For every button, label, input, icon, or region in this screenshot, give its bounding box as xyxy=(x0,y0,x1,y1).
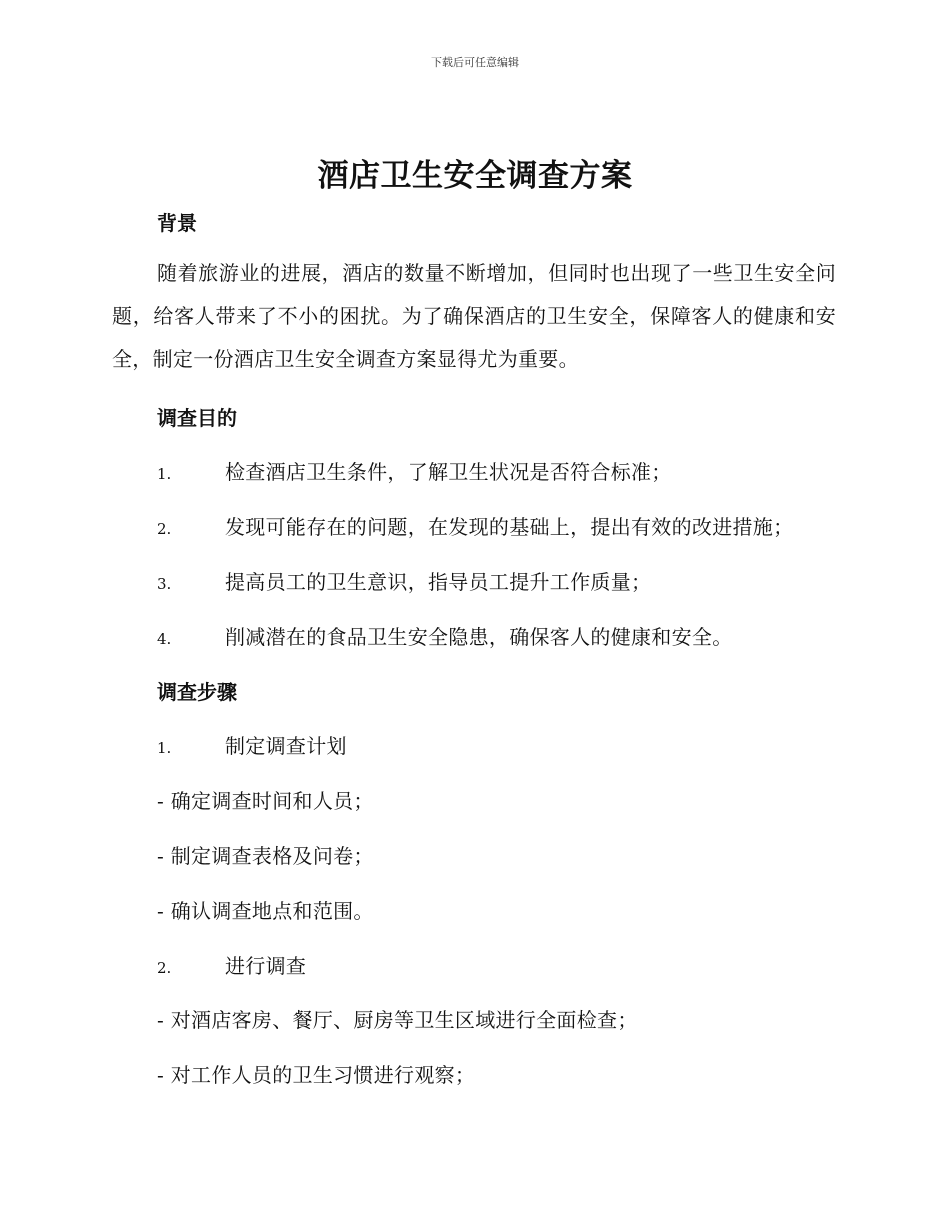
list-text: 削减潜在的食品卫生安全隐患，确保客人的健康和安全。 xyxy=(225,625,733,649)
document-title: 酒店卫生安全调查方案 xyxy=(317,158,633,194)
purpose-list-item xyxy=(157,566,651,596)
purpose-list-item xyxy=(157,456,672,486)
purpose-list-item xyxy=(157,621,733,651)
list-number: 1. xyxy=(157,465,172,483)
step-subitem: - 制定调查表格及问卷； xyxy=(157,844,374,868)
section-heading-background: 背景 xyxy=(157,211,197,235)
list-number: 3. xyxy=(157,575,172,593)
list-number: 1. xyxy=(157,739,172,757)
step-subitem: - 对酒店客房、餐厅、厨房等卫生区域进行全面检查； xyxy=(157,1008,638,1032)
list-text: 进行调查 xyxy=(225,954,307,978)
section-heading-steps: 调查步骤 xyxy=(157,680,237,704)
section-heading-purpose: 调查目的 xyxy=(157,406,237,430)
step-item xyxy=(157,730,347,760)
purpose-list-item xyxy=(157,511,793,541)
list-number: 4. xyxy=(157,630,172,648)
list-number: 2. xyxy=(157,959,172,977)
page-header-note: 下载后可任意编辑 xyxy=(431,56,519,69)
list-text: 提高员工的卫生意识，指导员工提升工作质量； xyxy=(225,570,652,594)
step-subitem: - 对工作人员的卫生习惯进行观察； xyxy=(157,1063,476,1087)
step-subitem: - 确认调查地点和范围。 xyxy=(157,899,374,923)
background-paragraph: 随着旅游业的进展，酒店的数量不断增加，但同时也出现了一些卫生安全问题，给客人带来了不小的困扰。为了确保酒店的卫生安全，保障客人的健康和安全，制定一份酒店卫生安全调查方案显得尤为重要。 xyxy=(112,261,836,371)
list-text: 检查酒店卫生条件，了解卫生状况是否符合标准； xyxy=(225,460,672,484)
step-subitem: - 确定调查时间和人员； xyxy=(157,789,374,813)
list-number: 2. xyxy=(157,520,172,538)
step-item xyxy=(157,950,306,980)
list-text: 制定调查计划 xyxy=(225,734,347,758)
list-text: 发现可能存在的问题，在发现的基础上，提出有效的改进措施； xyxy=(225,515,794,539)
